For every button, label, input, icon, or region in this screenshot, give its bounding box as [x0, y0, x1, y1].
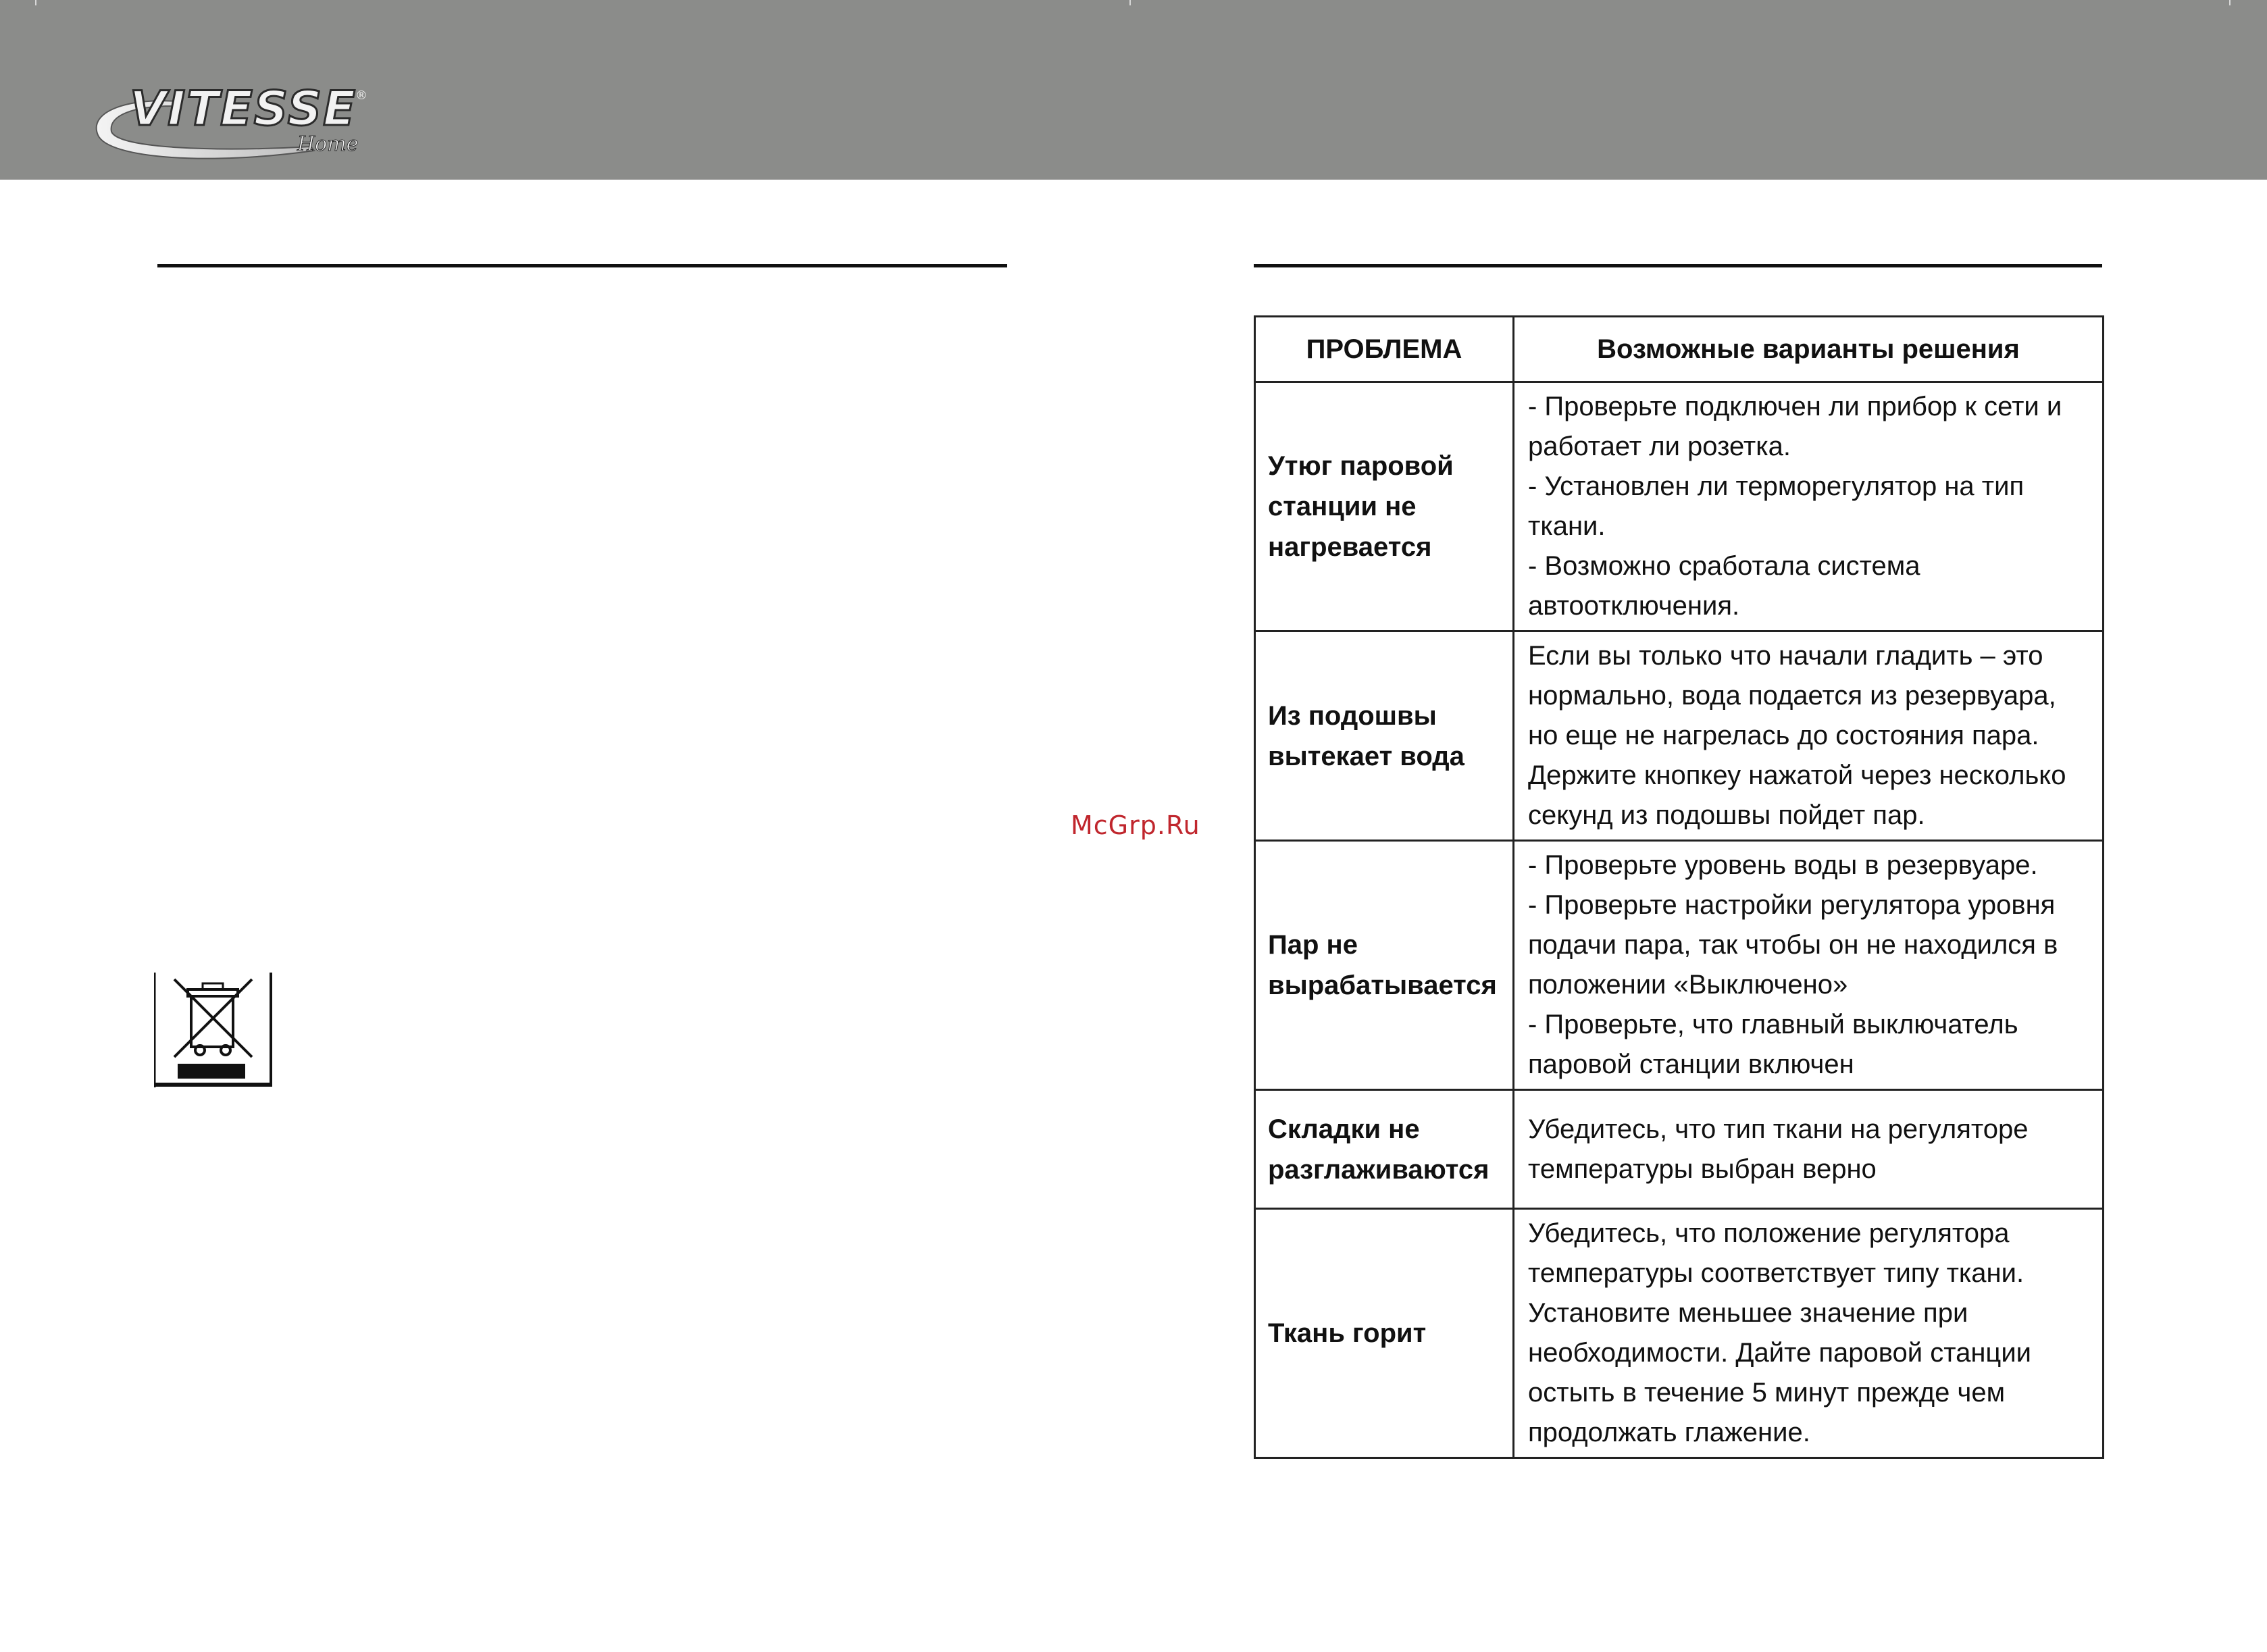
solution-line: Убедитесь, что положение регулятора температуры соответствует типу ткани. Установите меньшее значение при необходимости. Дайте паровой станции остыть в течение 5 минут прежде чем продолжать глажение.: [1528, 1218, 2032, 1447]
watermark: McGrp.Ru: [1071, 810, 1200, 840]
crossed-out-wheelie-bin-icon: [154, 973, 276, 1087]
table-row: [1255, 841, 2104, 1090]
page-header: [0, 0, 2267, 180]
problem-cell: Из подошвы вытекает вода: [1255, 631, 1514, 841]
table-row: [1255, 631, 2104, 841]
solution-line: - Проверьте уровень воды в резервуаре.: [1528, 850, 2038, 880]
solution-line: Убедитесь, что тип ткани на регуляторе температуры выбран верно: [1528, 1114, 2029, 1184]
left-column-rule: [157, 264, 1007, 267]
problem-cell: Пар не вырабатывается: [1255, 841, 1514, 1090]
solution-line: - Проверьте настройки регулятора уровня подачи пара, так чтобы он не находился в положении «Выключено»: [1528, 890, 2058, 1000]
crop-mark: [1129, 0, 1131, 5]
crop-mark: [35, 0, 36, 5]
solution-line: - Возможно сработала система автоотключения.: [1528, 551, 1920, 621]
solution-cell: [1514, 841, 2104, 1090]
table-row: [1255, 1090, 2104, 1209]
table-header-row: [1255, 317, 2104, 382]
table-row: [1255, 382, 2104, 631]
problem-cell: Утюг паровой станции не нагревается: [1255, 382, 1514, 631]
troubleshooting-table: [1254, 315, 2104, 1459]
solution-cell: [1514, 1209, 2104, 1458]
vitesse-logo: [81, 71, 412, 172]
problem-cell: Складки не разглаживаются: [1255, 1090, 1514, 1209]
table-row: [1255, 1209, 2104, 1458]
column-header-solutions: Возможные варианты решения: [1514, 317, 2104, 382]
solution-cell: [1514, 382, 2104, 631]
crop-mark: [2229, 0, 2231, 5]
solution-cell: [1514, 1090, 2104, 1209]
solution-line: - Установлен ли терморегулятор на тип ткани.: [1528, 471, 2024, 541]
problem-cell: Ткань горит: [1255, 1209, 1514, 1458]
right-column-rule: [1254, 264, 2102, 267]
column-header-problem: ПРОБЛЕМА: [1255, 317, 1514, 382]
solution-line: - Проверьте, что главный выключатель паровой станции включен: [1528, 1010, 2018, 1079]
solution-line: Если вы только что начали гладить – это нормально, вода подается из резервуара, но еще не нагрелась до состояния пара. Держите кнопкеу нажатой через несколько секунд из подошвы пойдет пар.: [1528, 641, 2066, 830]
logo-brand-text: VITESSE: [130, 81, 357, 136]
logo-trademark: ®: [355, 88, 367, 103]
logo-sub-text: Home: [297, 132, 359, 156]
solution-line: - Проверьте подключен ли прибор к сети и работает ли розетка.: [1528, 392, 2062, 461]
solution-cell: [1514, 631, 2104, 841]
